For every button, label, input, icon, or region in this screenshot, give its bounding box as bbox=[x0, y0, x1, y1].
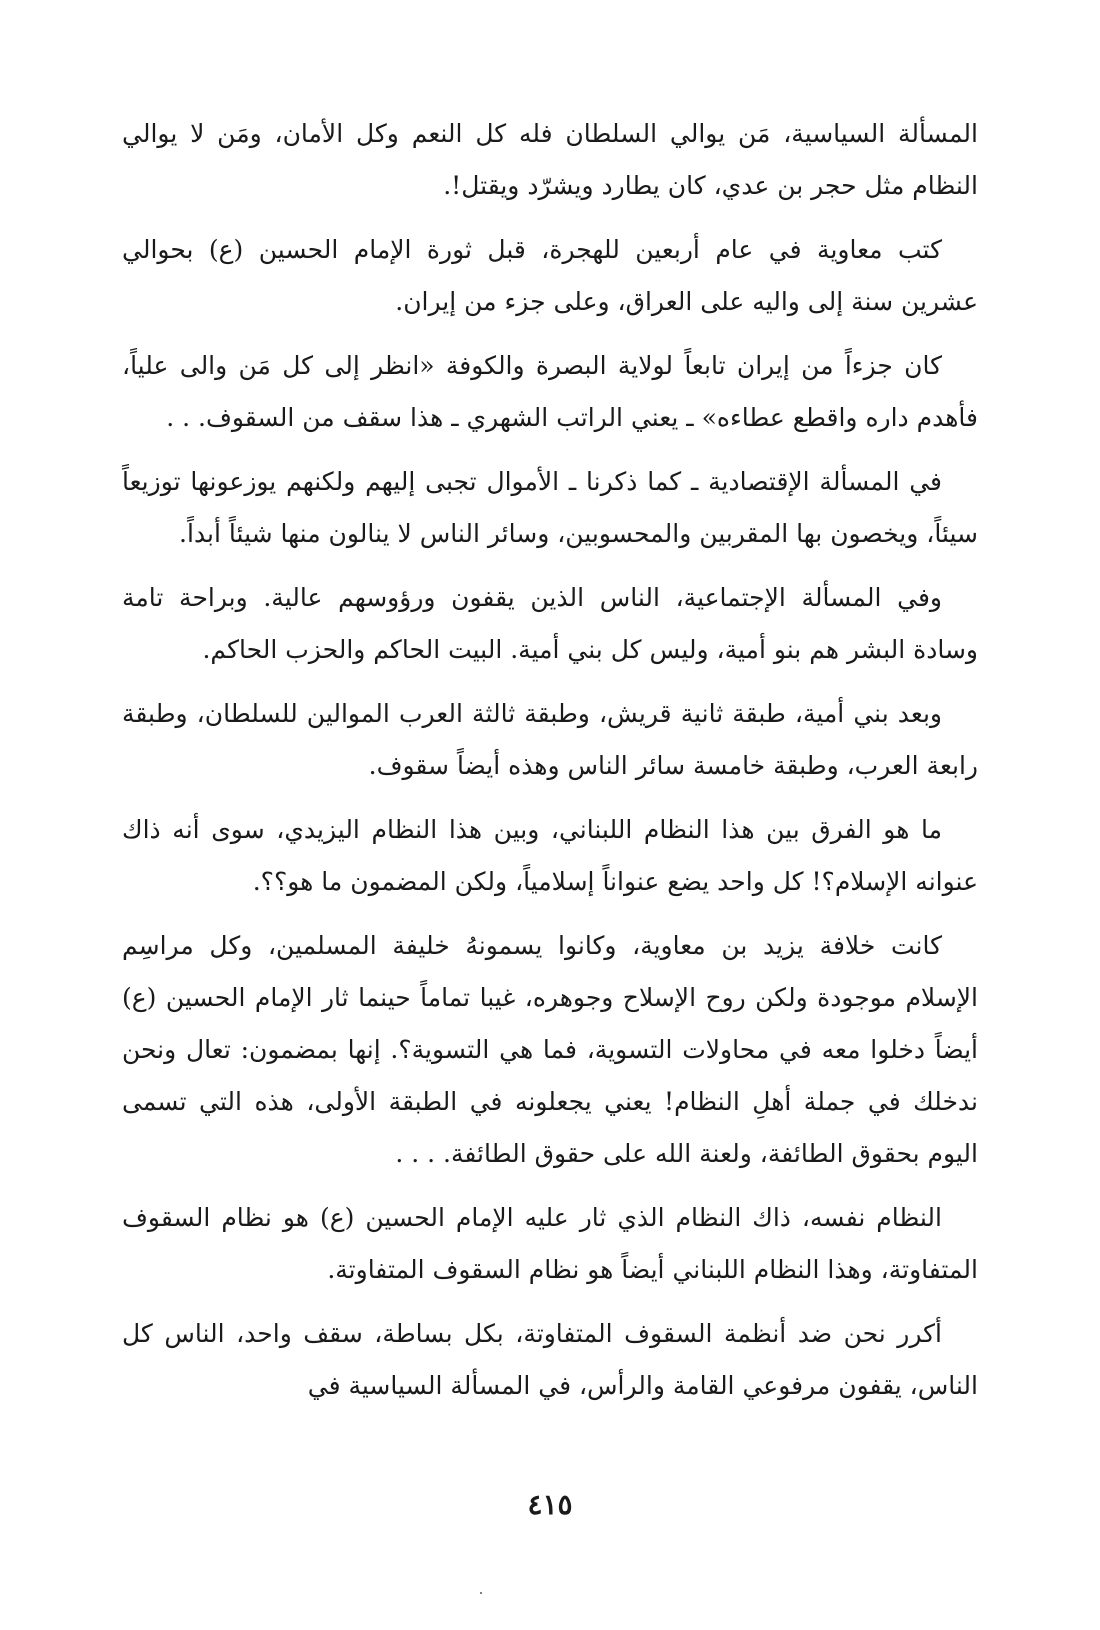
paragraph-6: وبعد بني أمية، طبقة ثانية قريش، وطبقة ثالثة العرب الموالين للسلطان، وطبقة رابعة العرب، وطبقة خامسة سائر الناس وهذه أيضاً سقوف. bbox=[122, 699, 978, 780]
paragraph-1: المسألة السياسية، مَن يوالي السلطان فله كل النعم وكل الأمان، ومَن لا يوالي النظام مثل حجر بن عدي، كان يطارد ويشرّد ويقتل!. bbox=[122, 119, 978, 200]
paragraph-2: كتب معاوية في عام أربعين للهجرة، قبل ثورة الإمام الحسين (ع) بحوالي عشرين سنة إلى واليه على العراق، وعلى جزء من إيران. bbox=[122, 235, 978, 316]
body-text bbox=[122, 108, 978, 1424]
paragraph-9: النظام نفسه، ذاك النظام الذي ثار عليه الإمام الحسين (ع) هو نظام السقوف المتفاوتة، وهذا النظام اللبناني أيضاً هو نظام السقوف المتفاوتة. bbox=[122, 1203, 978, 1284]
paragraph-8: كانت خلافة يزيد بن معاوية، وكانوا يسمونهُ خليفة المسلمين، وكل مراسِم الإسلام موجودة ولكن روح الإسلاح وجوهره، غيبا تماماً حينما ثار الإمام الحسين (ع) أيضاً دخلوا معه في محاولات التسوية، فما هي التسوية؟. إنها بمضمون: تعال ونحن ندخلك في جملة أهلِ النظام! يعني يجعلونه في الطبقة الأولى، هذه التي تسمى اليوم بحقوق الطائفة، ولعنة الله على حقوق الطائفة. . . . bbox=[122, 931, 978, 1168]
paragraph-4: في المسألة الإقتصادية ـ كما ذكرنا ـ الأموال تجبى إليهم ولكنهم يوزعونها توزيعاً سيئاً، ويخصون بها المقربين والمحسوبين، وسائر الناس لا ينالون منها شيئاً أبداً. bbox=[122, 467, 978, 548]
paragraph-5: وفي المسألة الإجتماعية، الناس الذين يقفون ورؤوسهم عالية. وبراحة تامة وسادة البشر هم بنو أمية، وليس كل بني أمية. البيت الحاكم والحزب الحاكم. bbox=[122, 583, 978, 664]
paragraph-7: ما هو الفرق بين هذا النظام اللبناني، وبين هذا النظام اليزيدي، سوى أنه ذاك عنوانه الإسلام؟! كل واحد يضع عنواناً إسلامياً، ولكن المضمون ما هو؟؟. bbox=[122, 815, 978, 896]
page-number: ٤١٥ bbox=[527, 1488, 573, 1521]
paragraph-10: أكرر نحن ضد أنظمة السقوف المتفاوتة، بكل بساطة، سقف واحد، الناس كل الناس، يقفون مرفوعي القامة والرأس، في المسألة السياسية في bbox=[122, 1319, 978, 1400]
paragraph-3: كان جزءاً من إيران تابعاً لولاية البصرة والكوفة «انظر إلى كل مَن والى علياً، فأهدم داره واقطع عطاءه» ـ يعني الراتب الشهري ـ هذا سقف من السقوف. . . bbox=[122, 351, 978, 432]
scan-speck bbox=[480, 1592, 482, 1594]
